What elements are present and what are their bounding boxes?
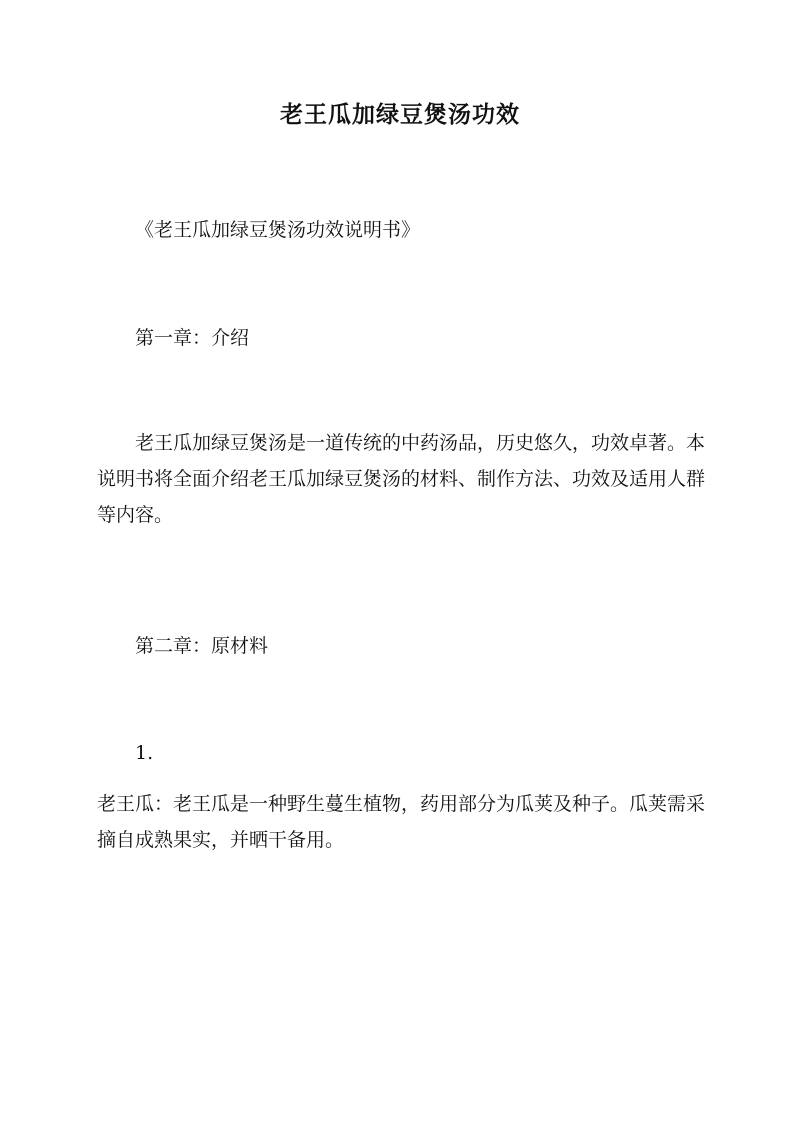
document-title: 老王瓜加绿豆煲汤功效 <box>280 101 520 128</box>
chapter1-heading: 第一章：介绍 <box>135 327 250 349</box>
chapter1-paragraph: 老王瓜加绿豆煲汤是一道传统的中药汤品，历史悠久，功效卓著。本说明书将全面介绍老王瓜加绿豆煲汤的材料、制作方法、功效及适用人群等内容。 <box>97 432 706 526</box>
book-title: 《老王瓜加绿豆煲汤功效说明书》 <box>135 219 421 241</box>
chapter2-heading: 第二章：原材料 <box>135 635 269 657</box>
list-item-text: 老王瓜：老王瓜是一种野生蔓生植物，药用部分为瓜荚及种子。瓜荚需采摘自成熟果实，并晒干备用。 <box>97 793 706 851</box>
list-item-number: 1. <box>135 742 154 764</box>
